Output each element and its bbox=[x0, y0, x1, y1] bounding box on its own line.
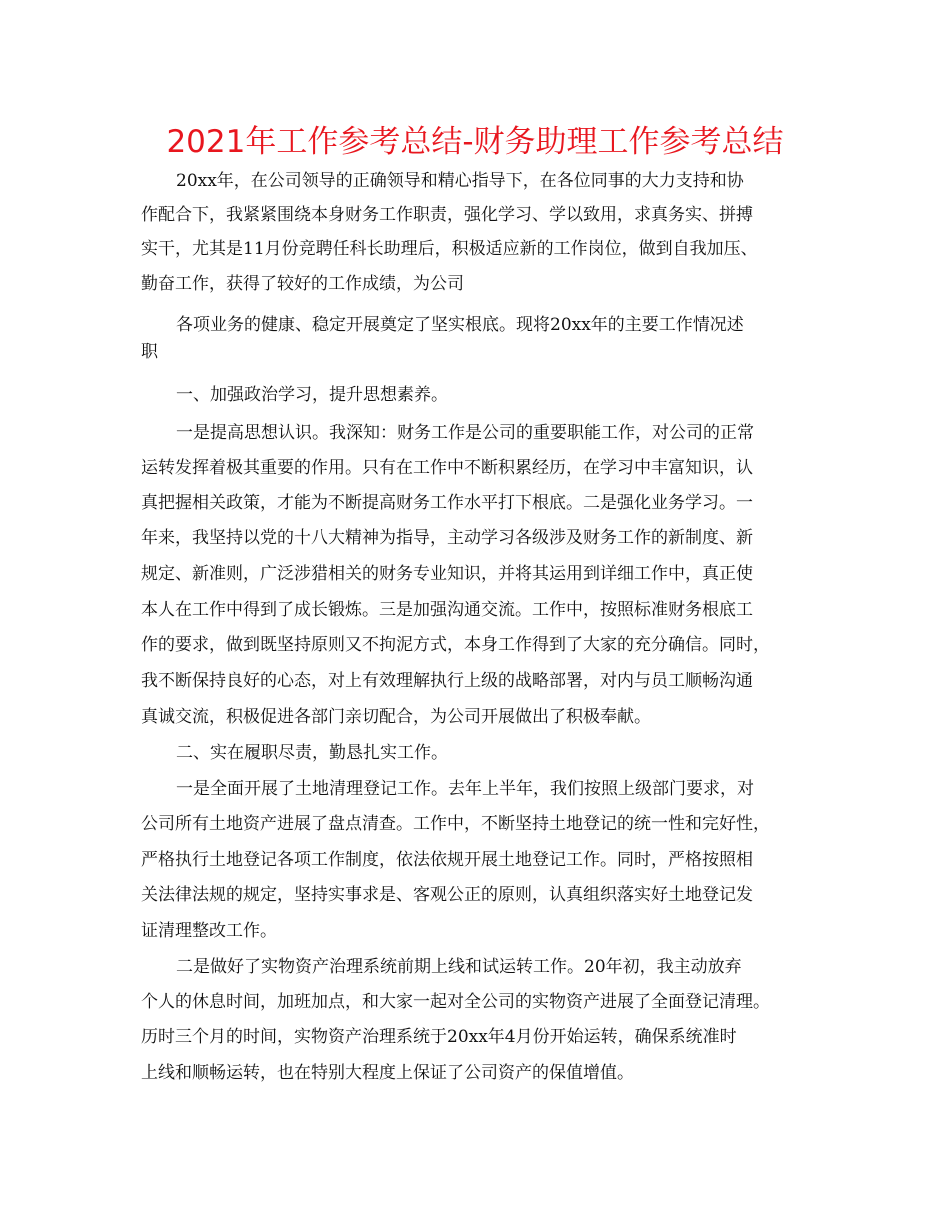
text-line: 严格执行土地登记各项工作制度，依法依规开展土地登记工作。同时，严格按照相 bbox=[141, 850, 753, 870]
text-line: 上线和顺畅运转，也在特别大程度上保证了公司资产的保值增值。 bbox=[141, 1063, 634, 1083]
text-line: 一是全面开展了土地清理登记工作。去年上半年，我们按照上级部门要求，对 bbox=[176, 779, 754, 799]
text-line: 二是做好了实物资产治理系统前期上线和试运转工作。20年初，我主动放弃 bbox=[176, 957, 742, 977]
text-line: 规定、新准则，广泛涉猎相关的财务专业知识，并将其运用到详细工作中，真正使 bbox=[141, 564, 753, 584]
text-line: 作配合下，我紧紧围绕本身财务工作职责，强化学习、学以致用，求真务实、拼搏 bbox=[141, 205, 753, 225]
text-line: 作的要求，做到既坚持原则又不拘泥方式，本身工作得到了大家的充分确信。同时， bbox=[141, 635, 770, 655]
text-line: 本人在工作中得到了成长锻炼。三是加强沟通交流。工作中，按照标准财务根底工 bbox=[141, 600, 753, 620]
text-line: 职 bbox=[141, 342, 158, 362]
text-line: 真诚交流，积极促进各部门亲切配合，为公司开展做出了积极奉献。 bbox=[141, 707, 651, 727]
text-line: 历时三个月的时间，实物资产治理系统于20xx年4月份开始运转，确保系统准时 bbox=[141, 1027, 737, 1047]
text-line: 关法律法规的规定，坚持实事求是、客观公正的原则，认真组织落实好土地登记发 bbox=[141, 885, 753, 905]
text-line: 勤奋工作，获得了较好的工作成绩，为公司 bbox=[141, 274, 464, 294]
text-line: 真把握相关政策，才能为不断提高财务工作水平打下根底。二是强化业务学习。一 bbox=[141, 493, 753, 513]
text-line: 各项业务的健康、稳定开展奠定了坚实根底。现将20xx年的主要工作情况述 bbox=[176, 315, 744, 335]
document-title: 2021年工作参考总结-财务助理工作参考总结 bbox=[166, 124, 784, 160]
text-line: 运转发挥着极其重要的作用。只有在工作中不断积累经历，在学习中丰富知识，认 bbox=[141, 458, 753, 478]
section-heading: 一、加强政治学习，提升思想素养。 bbox=[176, 385, 448, 405]
text-line: 一是提高思想认识。我深知：财务工作是公司的重要职能工作，对公司的正常 bbox=[176, 423, 754, 443]
text-line: 公司所有土地资产进展了盘点清查。工作中，不断坚持土地登记的统一性和完好性， bbox=[141, 814, 770, 834]
text-line: 证清理整改工作。 bbox=[141, 921, 277, 941]
section-heading: 二、实在履职尽责，勤恳扎实工作。 bbox=[176, 743, 448, 763]
text-line: 我不断保持良好的心态，对上有效理解执行上级的战略部署，对内与员工顺畅沟通 bbox=[141, 671, 753, 691]
text-line: 年来，我坚持以党的十八大精神为指导，主动学习各级涉及财务工作的新制度、新 bbox=[141, 528, 753, 548]
text-line: 个人的休息时间，加班加点，和大家一起对全公司的实物资产进展了全面登记清理。 bbox=[141, 992, 770, 1012]
text-line: 20xx年，在公司领导的正确领导和精心指导下，在各位同事的大力支持和协 bbox=[176, 171, 744, 191]
text-line: 实干，尤其是11月份竞聘任科长助理后，积极适应新的工作岗位，做到自我加压、 bbox=[141, 239, 758, 259]
